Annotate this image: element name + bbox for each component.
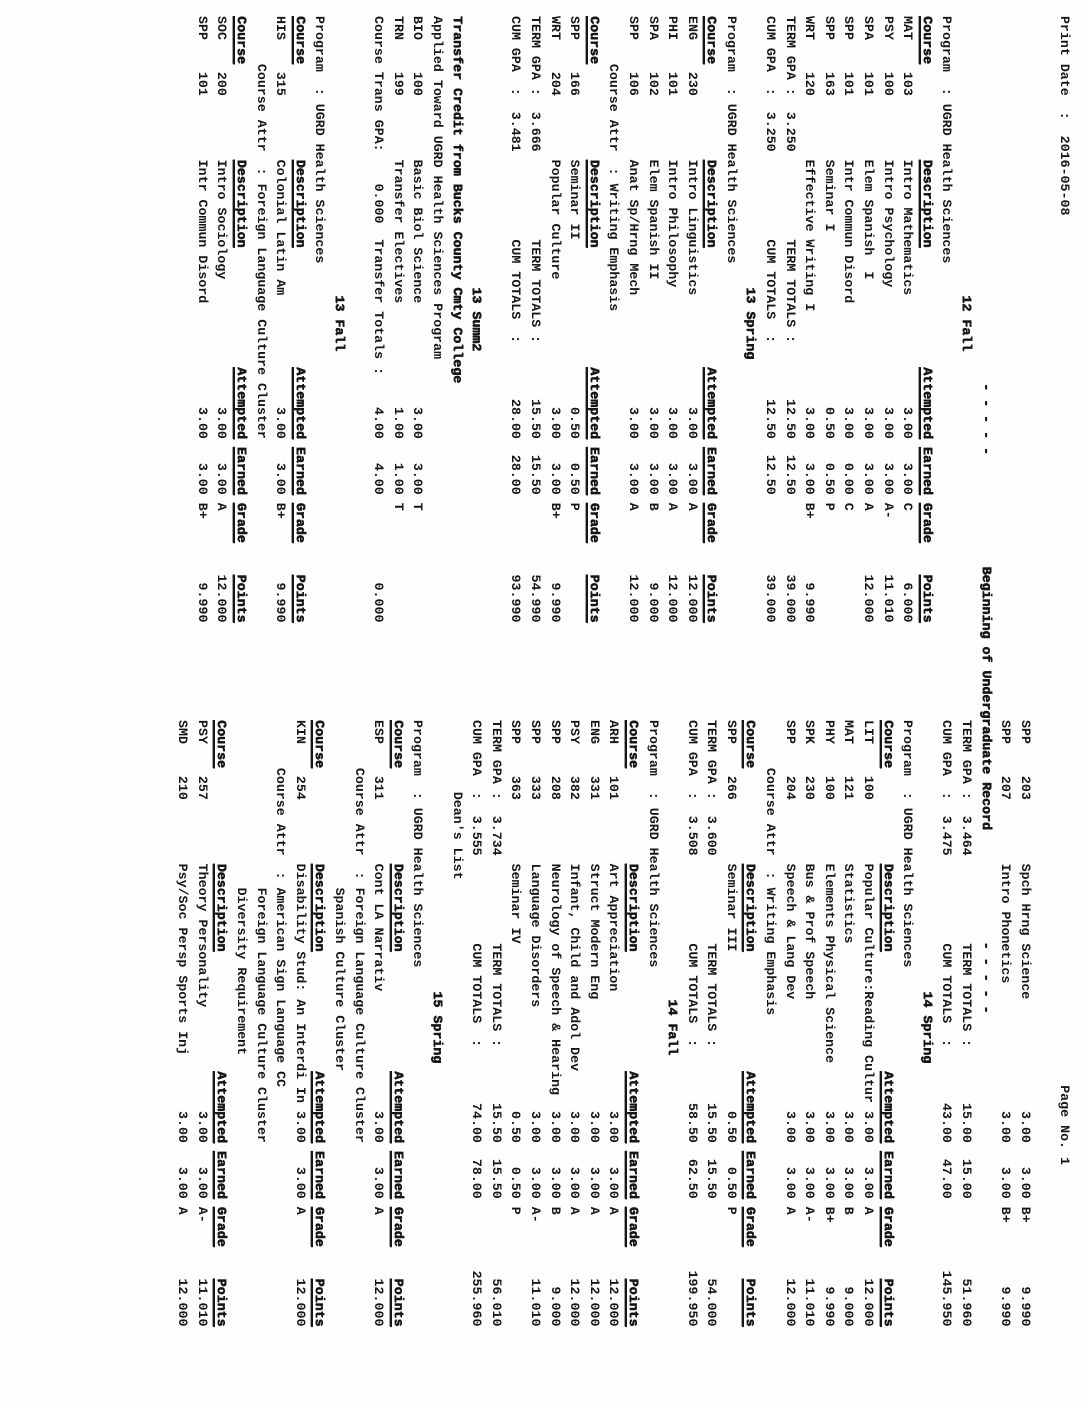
- column-header-grade: Grade: [586, 502, 602, 543]
- course-row: SOC 200 Intro Sociology 3.00 3.00 A 12.000: [214, 16, 230, 623]
- term-title: 13 Summ2: [469, 16, 485, 352]
- course-row: PHI 101 Intro Philosophy 3.00 3.00 A 12.000: [665, 16, 681, 623]
- course-row: PSY 257 Theory Personality 3.00 3.00 A- 11.010: [194, 720, 210, 1327]
- column-header-attempted: Attempted: [704, 367, 720, 439]
- blank-line: [1015, 16, 1035, 622]
- course-row: SPA 102 Elem Spanish II 3.00 3.00 B 9.000: [645, 16, 661, 623]
- course-row: SPP 208 Neurology of Speech & Hearing 3.00 3.00 B 9.000: [547, 720, 563, 1327]
- course-row: PSY 100 Intro Psychology 3.00 3.00 A- 11.010: [880, 16, 896, 623]
- column-header-course: Course: [704, 16, 720, 64]
- totals-row: TERM GPA : 3.600 TERM TOTALS : 15.50 15.50 54.000: [704, 720, 720, 1327]
- course-row: SPP 101 Intr Commun Disord 3.00 3.00 B+ 9.990: [194, 16, 210, 623]
- course-row: ENG 331 Struct Modern Eng 3.00 3.00 A 12.000: [586, 720, 602, 1327]
- course-attr-continuation: Spanish Culture Cluster: [332, 720, 348, 1072]
- column-header-course: Course: [880, 720, 896, 768]
- course-row: SPP 207 Intro Phonetics 3.00 3.00 B+ 9.990: [998, 720, 1014, 1327]
- column-header-earned: Earned: [919, 446, 935, 495]
- course-row: KIN 254 Disability Stud: An Interdi In 3.00 3.00 A 12.000: [292, 720, 308, 1327]
- column-header-earned: Earned: [234, 446, 250, 495]
- blank-line: [349, 16, 369, 622]
- column-header-description: Description: [390, 863, 406, 952]
- table-header-row: [212, 720, 232, 1326]
- course-row: SPP 363 Seminar IV 0.50 0.50 P: [508, 720, 524, 1223]
- blank-line: [1035, 16, 1055, 622]
- course-row: BIO 100 Basic Biol Science 3.00 3.00 T: [410, 16, 426, 519]
- course-row: HIS 315 Colonial Latin Am 3.00 3.00 B+ 9.990: [273, 16, 289, 623]
- totals-row: CUM GPA : 3.250 CUM TOTALS : 12.50 12.50 39.000: [763, 16, 779, 623]
- column-header-earned: Earned: [390, 1150, 406, 1199]
- column-header-points: Points: [743, 1278, 759, 1327]
- transfer-credit-heading: Transfer Credit from Bucks County Cmty College: [449, 16, 465, 384]
- column-header-points: Points: [586, 574, 602, 623]
- table-header-row: [584, 16, 604, 622]
- course-row: SPA 101 Elem Spanish I 3.00 3.00 A 12.000: [861, 16, 877, 623]
- program-row: Program : UGRD Health Sciences: [645, 720, 661, 968]
- column-header-attempted: Attempted: [390, 1071, 406, 1143]
- column-header-points: Points: [704, 574, 720, 623]
- term-title: 15 Spring: [430, 720, 445, 1064]
- column-header-course: Course: [586, 16, 602, 64]
- print-date-value: 2016-05-08: [1057, 135, 1072, 216]
- course-row: ESP 311 Cont LA Narrativ 3.00 3.00 A 12.000: [371, 720, 387, 1327]
- column-header-course: Course: [919, 16, 935, 64]
- totals-row: CUM GPA : 3.508 CUM TOTALS : 58.50 62.50 199.950: [684, 720, 700, 1327]
- column-header-course: Course: [390, 720, 406, 768]
- page-number: Page No. 1: [1057, 1085, 1072, 1165]
- transcript-column-right: [173, 720, 1074, 1326]
- record-title: - - - - - Beginning of Undergraduate Record - - - - -: [978, 383, 994, 1014]
- column-header-description: Description: [312, 863, 328, 952]
- program-row: Program : UGRD Health Sciences: [312, 16, 328, 264]
- column-header-description: Description: [292, 159, 308, 248]
- blank-line: [1054, 16, 1074, 622]
- column-header-points: Points: [390, 1278, 406, 1327]
- column-header-course: Course: [214, 720, 230, 768]
- course-row: PHY 100 Elements Physical Science 3.00 3.00 B+ 9.990: [821, 720, 837, 1327]
- column-header-attempted: Attempted: [586, 367, 602, 439]
- column-header-attempted: Attempted: [743, 1071, 759, 1143]
- totals-row: TERM GPA : 3.734 TERM TOTALS : 15.50 15.50 56.010: [488, 720, 504, 1327]
- transcript-column-left: [192, 16, 1074, 622]
- column-header-course: Course: [292, 16, 308, 64]
- course-attr-row: Course Attr : Writing Emphasis: [606, 16, 622, 312]
- course-row: SPP 106 Anat Sp/Hrng Mech 3.00 3.00 A 12.000: [625, 16, 641, 623]
- column-header-earned: Earned: [214, 1150, 230, 1199]
- column-header-earned: Earned: [704, 446, 720, 495]
- table-header-row: [231, 16, 251, 622]
- program-row: Program : UGRD Health Sciences: [410, 720, 426, 968]
- course-row: SPP 203 Spch Hrng Science 3.00 3.00 B+ 9.990: [1017, 720, 1033, 1327]
- column-header-attempted: Attempted: [880, 1071, 896, 1143]
- course-row: MAT 121 Statistics 3.00 3.00 B 9.000: [841, 720, 857, 1327]
- totals-row: TERM GPA : 3.464 TERM TOTALS : 15.00 15.00 51.960: [959, 720, 975, 1327]
- term-title: 14 Fall: [665, 720, 681, 1056]
- totals-row: CUM GPA : 3.481 CUM TOTALS : 28.00 28.00 93.990: [508, 16, 524, 623]
- course-row: SPP 163 Seminar I 0.50 0.50 P: [821, 16, 837, 519]
- table-header-row: [878, 720, 898, 1326]
- course-row: ARH 101 Art Appreciation 3.00 3.00 A 12.000: [606, 720, 622, 1327]
- column-header-course: Course: [625, 720, 641, 768]
- column-header-attempted: Attempted: [234, 367, 250, 439]
- column-header-course: Course: [312, 720, 328, 768]
- column-header-earned: Earned: [880, 1150, 896, 1199]
- column-header-points: Points: [880, 1278, 896, 1327]
- term-title: 13 Spring: [743, 16, 759, 360]
- column-header-course: Course: [234, 16, 250, 64]
- column-header-course: Course: [743, 720, 759, 768]
- column-header-grade: Grade: [390, 1206, 406, 1247]
- course-row: SPP 266 Seminar III 0.50 0.50 P: [723, 720, 739, 1223]
- column-header-points: Points: [214, 1278, 230, 1327]
- column-header-earned: Earned: [312, 1150, 328, 1199]
- table-header-row: [310, 720, 330, 1326]
- column-header-grade: Grade: [704, 502, 720, 543]
- course-attr-row: Course Attr : American Sign Language CC: [273, 720, 289, 1088]
- totals-row: TERM GPA : 3.666 TERM TOTALS : 15.50 15.50 54.990: [527, 16, 543, 623]
- term-title: 12 Fall: [959, 16, 975, 352]
- blank-line: [996, 16, 1016, 622]
- column-header-description: Description: [743, 863, 759, 952]
- term-title: 13 Fall: [332, 16, 348, 352]
- course-row: SPK 230 Bus & Prof Speech 3.00 3.00 A- 11.010: [802, 720, 818, 1327]
- course-row: ENG 230 Intro Linguistics 3.00 3.00 A 12.000: [684, 16, 700, 623]
- column-header-attempted: Attempted: [919, 367, 935, 439]
- term-title: 14 Spring: [919, 720, 935, 1064]
- blank-line: [976, 16, 996, 622]
- course-attr-row: Course Attr : Foreign Language Culture Cluster: [253, 16, 269, 439]
- totals-row: CUM GPA : 3.555 CUM TOTALS : 74.00 78.00 255.960: [469, 720, 485, 1327]
- course-row: SPP 101 Intr Commun Disord 3.00 0.00 C: [841, 16, 857, 519]
- column-header-grade: Grade: [743, 1206, 759, 1247]
- column-header-description: Description: [586, 159, 602, 248]
- totals-row: CUM GPA : 3.475 CUM TOTALS : 43.00 47.00 145.950: [939, 720, 955, 1327]
- course-row: LIT 100 Popular Culture:Reading Cultur 3.00 3.00 A 12.000: [861, 720, 877, 1327]
- course-row: SPP 333 Language Disorders 3.00 3.00 A- 11.010: [527, 720, 543, 1327]
- table-header-row: [290, 16, 310, 622]
- table-header-row: [741, 720, 761, 1326]
- column-header-points: Points: [312, 1278, 328, 1327]
- program-row: Program : UGRD Health Sciences: [723, 16, 739, 264]
- column-header-grade: Grade: [919, 502, 935, 543]
- column-header-attempted: Attempted: [292, 367, 308, 439]
- column-header-earned: Earned: [292, 446, 308, 495]
- column-header-grade: Grade: [234, 502, 250, 543]
- column-header-earned: Earned: [586, 446, 602, 495]
- blank-line: [976, 720, 996, 1326]
- course-attr-row: Course Attr : Writing Emphasis: [763, 720, 779, 1016]
- course-row: WRT 120 Effective Writing I 3.00 3.00 B+ 9.990: [802, 16, 818, 623]
- print-date-label: Print Date :: [1057, 15, 1072, 120]
- course-attr-row: Course Attr : Foreign Language Culture Cluster: [351, 720, 367, 1143]
- course-row: PSY 382 Infant, Child and Adol Dev 3.00 3.00 A 12.000: [567, 720, 583, 1327]
- column-header-description: Description: [880, 863, 896, 952]
- program-row: Program : UGRD Health Sciences: [939, 16, 955, 264]
- column-header-grade: Grade: [292, 502, 308, 543]
- table-header-row: [623, 720, 643, 1326]
- column-header-attempted: Attempted: [312, 1071, 328, 1143]
- course-row: TRN 199 Transfer Electives 1.00 1.00 T: [390, 16, 406, 519]
- course-row: SPP 204 Speech & Lang Dev 3.00 3.00 A 12.000: [782, 720, 798, 1327]
- course-row: MAT 103 Intro Mathematics 3.00 3.00 C 6.000: [900, 16, 916, 623]
- column-header-attempted: Attempted: [625, 1071, 641, 1143]
- column-header-attempted: Attempted: [214, 1071, 230, 1143]
- column-header-grade: Grade: [880, 1206, 896, 1247]
- column-header-description: Description: [234, 159, 250, 248]
- course-attr-continuation: Foreign Language Culture Cluster: [253, 720, 269, 1143]
- column-header-points: Points: [292, 574, 308, 623]
- column-header-description: Description: [214, 863, 230, 952]
- table-header-row: [388, 720, 408, 1326]
- table-header-row: [917, 16, 937, 622]
- column-header-earned: Earned: [625, 1150, 641, 1199]
- blank-line: [1054, 720, 1074, 1326]
- course-row: SMD 210 Psy/Soc Persp Sports Inj 3.00 3.00 A 12.000: [175, 720, 191, 1327]
- transfer-applied-line: Applied Toward UGRD Health Sciences Program: [430, 16, 445, 360]
- column-header-description: Description: [919, 159, 935, 248]
- course-attr-continuation: Diversity Requirement: [234, 720, 250, 1056]
- column-header-earned: Earned: [743, 1150, 759, 1199]
- column-header-description: Description: [704, 159, 720, 248]
- blank-line: [486, 16, 506, 622]
- column-header-points: Points: [919, 574, 935, 623]
- program-row: Program : UGRD Health Sciences: [900, 720, 916, 968]
- column-header-points: Points: [234, 574, 250, 623]
- course-row: SPP 166 Seminar II 0.50 0.50 P: [567, 16, 583, 519]
- deans-list-line: Dean's List: [449, 720, 465, 880]
- table-header-row: [702, 16, 722, 622]
- column-header-grade: Grade: [625, 1206, 641, 1247]
- column-header-description: Description: [625, 863, 641, 952]
- column-header-grade: Grade: [312, 1206, 328, 1247]
- blank-line: [1035, 720, 1055, 1326]
- transfer-totals-row: Course Trans GPA: 0.000 Transfer Totals : 4.00 4.00 0.000: [371, 16, 387, 623]
- column-header-points: Points: [625, 1278, 641, 1327]
- course-row: WRT 204 Popular Culture 3.00 3.00 B+ 9.990: [547, 16, 563, 623]
- column-header-grade: Grade: [214, 1206, 230, 1247]
- totals-row: TERM GPA : 3.250 TERM TOTALS : 12.50 12.50 39.000: [782, 16, 798, 623]
